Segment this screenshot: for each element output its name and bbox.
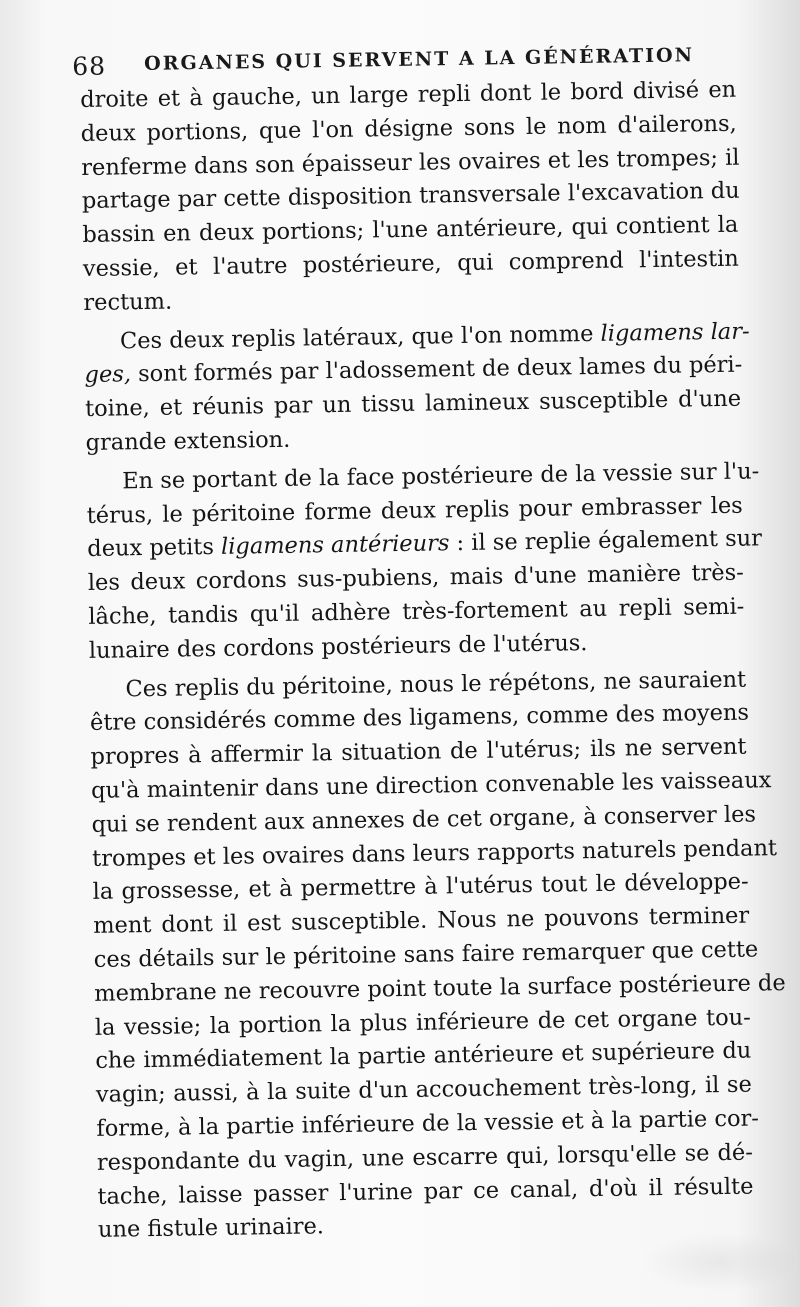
italic-term: ligamens lar- [600, 318, 750, 347]
text-line: forme, à la partie inférieure de la vessie et à la partie cor- [96, 1105, 760, 1142]
text-segment: sont formés par l'adossement de deux lames du péri- [130, 352, 743, 388]
text-line: respondante du vagin, une escarre qui, lorsqu'elle se dé- [96, 1139, 754, 1176]
text-segment: : il se replie également sur [449, 525, 763, 557]
running-title: ORGANES QUI SERVENT A LA GÉNÉRATION [144, 44, 695, 75]
body-text [80, 74, 786, 1248]
text-line: che immédiatement la partie antérieure et supérieure du [95, 1037, 752, 1075]
text-line: une fistule urinaire. [97, 1213, 325, 1244]
text-line: les deux cordons sus-pubiens, mais d'une manière très- [87, 559, 744, 597]
text-line: ces détails sur le péritoine sans faire remarquer que cette [93, 936, 759, 973]
paragraph [80, 74, 740, 321]
text-line: lunaire des cordons postérieurs de l'utérus. [88, 629, 588, 664]
text-line: rectum. [83, 288, 173, 316]
text-line: renferme dans son épaisseur les ovaires et les trompes; il [81, 144, 740, 181]
text-line: lâche, tandis qu'il adhère très-fortement au repli semi- [88, 593, 745, 630]
text-line: qui se rendent aux annexes de cet organe, à conserver les [91, 801, 757, 838]
text-line: vagin; aussi, à la suite d'un accouchement très-long, il se [95, 1071, 753, 1108]
paragraph [89, 663, 786, 1248]
text-line: ment dont il est susceptible. Nous ne pouvons terminer [93, 902, 750, 940]
text-line: partage par cette disposition transversale l'excavation du [81, 178, 740, 215]
paragraph [86, 455, 763, 668]
text-line: tache, laisse passer l'urine par ce canal, d'où il résulte [97, 1173, 754, 1210]
text-line: trompes et les ovaires dans leurs rapports naturels pendant [91, 834, 778, 872]
text-segment: deux petits [87, 534, 222, 563]
text-line: bassin en deux portions; l'une antérieure, qui contient la [82, 211, 739, 249]
italic-term: ges, [84, 361, 132, 389]
text-line: grande extension. [85, 426, 291, 456]
text-line: la vessie; la portion la plus inférieure de cet organe tou- [94, 1004, 751, 1041]
bleed-through-shadow [640, 1232, 800, 1292]
text-line: Ces replis du péritoine, nous le répétons, ne sauraient [125, 666, 747, 702]
text-line: la grossesse, et à permettre à l'utérus tout le développe- [92, 868, 749, 906]
text-line: térus, le péritoine forme deux replis pour embrasser les [86, 492, 743, 529]
text-line: propres à affermir la situation de l'utérus; ils ne servent [90, 733, 747, 771]
text-line: être considérés comme des ligamens, comme des moyens [89, 699, 750, 737]
text-line: droite et à gauche, un large repli dont le bord divisé en [80, 76, 737, 113]
text-line: toine, et réunis par un tissu lamineux susceptible d'une [84, 385, 742, 423]
text-line: membrane ne recouvre point toute la surface postérieure de [94, 969, 786, 1007]
paragraph [84, 315, 750, 460]
text-segment: Ces deux replis latéraux, que l'on nomme [119, 320, 601, 354]
italic-term: ligamens antérieurs [220, 530, 450, 561]
page-number: 68 [72, 51, 107, 81]
text-line: qu'à maintenir dans une direction convenable les vaisseaux [90, 767, 772, 804]
text-line: En se portant de la face postérieure de la vessie sur l'u- [122, 458, 760, 495]
text-line: deux portions, que l'on désigne sons le nom d'ailerons, [80, 110, 737, 147]
text-line: vessie, et l'autre postérieure, qui comprend l'intestin [82, 245, 740, 282]
